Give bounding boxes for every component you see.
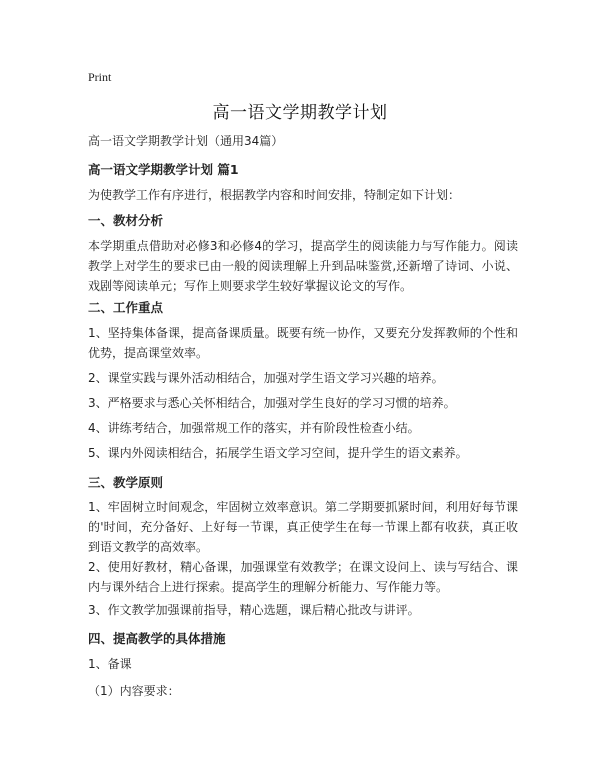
section-1-paragraph: 本学期重点借助对必修3和必修4的学习，提高学生的阅读能力与写作能力。阅读教学上对学生的要求已由一般的阅读理解上升到品味鉴赏,还新增了诗词、小说、戏剧等阅读单元；写作上则要求学生较好掌握议论文的写作。 bbox=[88, 239, 518, 293]
part-heading: 高一语文学期教学计划 篇1 bbox=[88, 162, 239, 177]
doc-subtitle: 高一语文学期教学计划（通用34篇） bbox=[88, 134, 284, 148]
list-item: （1）内容要求： bbox=[88, 684, 180, 698]
section-heading-3: 三、教学原则 bbox=[88, 475, 164, 490]
print-label[interactable]: Print bbox=[88, 70, 112, 84]
list-item: 4、讲练考结合，加强常规工作的落实，并有阶段性检查小结。 bbox=[88, 421, 420, 435]
lead-paragraph: 为使教学工作有序进行，根据教学内容和时间安排，特制定如下计划： bbox=[88, 188, 461, 202]
section-heading-2: 二、工作重点 bbox=[88, 300, 164, 315]
list-item: 3、作文教学加强课前指导，精心选题，课后精心批改与讲评。 bbox=[88, 603, 420, 617]
list-item: 3、严格要求与悉心关怀相结合，加强对学生良好的学习习惯的培养。 bbox=[88, 396, 456, 410]
section-heading-4: 四、提高教学的具体措施 bbox=[88, 631, 226, 646]
list-item: 2、课堂实践与课外活动相结合，加强对学生语文学习兴趣的培养。 bbox=[88, 371, 444, 385]
list-item: 2、使用好教材，精心备课，加强课堂有效教学；在课文设问上、读与写结合、课内与课外结合上进行探索。提高学生的理解分析能力、写作能力等。 bbox=[88, 560, 518, 594]
list-item: 5、课内外阅读相结合，拓展学生语文学习空间，提升学生的语文素养。 bbox=[88, 446, 468, 460]
page-title: 高一语文学期教学计划 bbox=[212, 103, 388, 123]
section-heading-1: 一、教材分析 bbox=[88, 213, 164, 228]
list-item: 1、牢固树立时间观念，牢固树立效率意识。第二学期要抓紧时间，利用好每节课的'时间，充分备好、上好每一节课，真正使学生在每一节课上都有收获，真正收到语文教学的高效率。 bbox=[88, 500, 518, 554]
list-item: 1、备课 bbox=[88, 657, 132, 671]
list-item: 1、坚持集体备课，提高备课质量。既要有统一协作，又要充分发挥教师的个性和优势，提高课堂效率。 bbox=[88, 326, 518, 360]
